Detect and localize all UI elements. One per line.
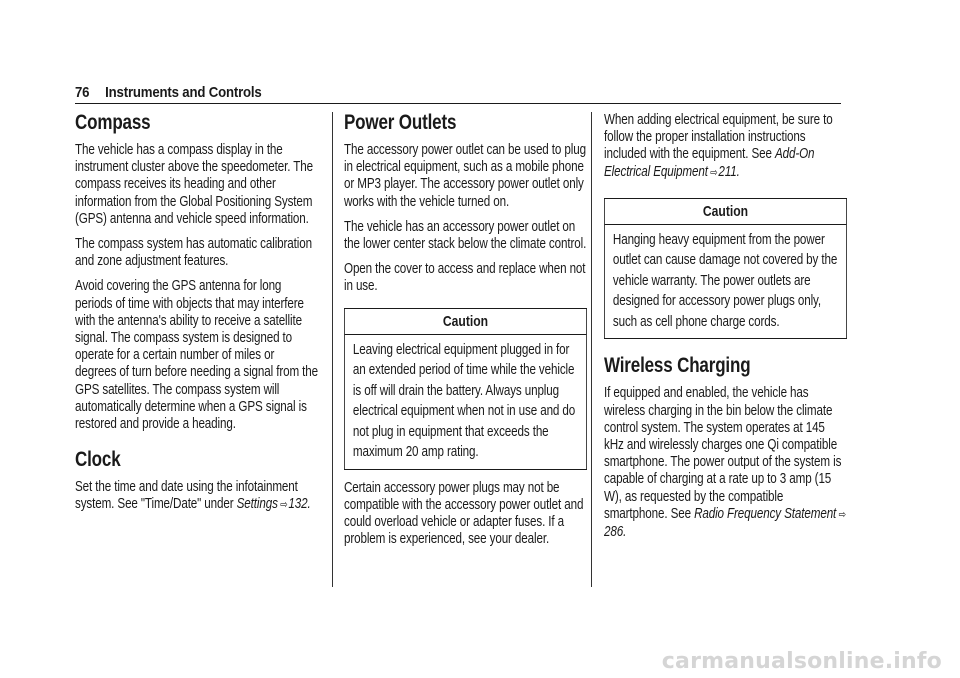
caution-box: [604, 198, 847, 340]
page-ref-arrow-icon: ⇨: [280, 499, 288, 512]
power-outlets-paragraph: Open the cover to access and replace when not in use.: [344, 261, 586, 295]
compass-paragraph: Avoid covering the GPS antenna for long periods of time with objects that may interfere with the antenna's ability to receive a satellite signal. The compass system is designed to operate for a certain number of miles or degrees of turn before needing a signal from the GPS satellites. The compass system will automatically determine when a GPS signal is restored and provide a heading.: [75, 278, 318, 433]
column-divider: [591, 112, 592, 587]
add-on-equipment-link[interactable]: Add-On Electrical Equipment: [604, 146, 815, 180]
caution-text: Hanging heavy equipment from the power outlet can cause damage not covered by the vehicle warranty. The power outlets are designed for accessory power plugs only, such as cell phone charge cords.: [612, 231, 838, 330]
power-outlets-paragraph: The accessory power outlet can be used to plug in electrical equipment, such as a mobile phone or MP3 player. The accessory power outlet only works with the vehicle turned on.: [344, 142, 586, 210]
column-divider: [332, 112, 333, 587]
column-2: [344, 110, 587, 556]
caution-title: Caution: [605, 199, 846, 225]
add-on-paragraph: [604, 112, 847, 182]
power-outlets-paragraph: The vehicle has an accessory power outlet on the lower center stack below the climate control.: [344, 218, 587, 253]
power-outlets-heading: Power Outlets: [344, 111, 457, 134]
caution-box: [344, 308, 587, 470]
add-on-text: When adding electrical equipment, be sure to follow the proper installation instructions included with the equipment. See: [604, 112, 833, 163]
page-ref-arrow-icon: ⇨: [838, 508, 846, 521]
power-outlets-paragraph: Certain accessory power plugs may not be compatible with the accessory power outlet and could overload vehicle or adapter fuses. If a problem is experienced, see your dealer.: [344, 479, 584, 548]
wireless-charging-heading: Wireless Charging: [604, 354, 751, 378]
caution-title: Caution: [345, 309, 586, 335]
page-ref[interactable]: 211.: [718, 163, 740, 180]
column-3: [604, 112, 847, 549]
watermark: carmanualsonline.info: [661, 649, 942, 674]
clock-text: Set the time and date using the infotainment system. See "Time/Date" under: [75, 479, 298, 513]
column-1: [75, 110, 318, 523]
compass-paragraph: The vehicle has a compass display in the instrument cluster above the speedometer. The compass receives its heading and other information from the Global Positioning System (GPS) antenna and vehicle speed information.: [75, 142, 313, 227]
compass-paragraph: The compass system has automatic calibration and zone adjustment features.: [75, 236, 312, 270]
page-ref[interactable]: 132.: [288, 496, 311, 513]
page-ref-arrow-icon: ⇨: [710, 166, 718, 179]
compass-heading: Compass: [75, 111, 151, 134]
header-rule: [75, 103, 841, 104]
page-number: 76: [75, 84, 90, 101]
clock-heading: Clock: [75, 448, 121, 472]
radio-frequency-link[interactable]: Radio Frequency Statement: [694, 505, 837, 522]
clock-paragraph: [75, 479, 318, 514]
page-ref[interactable]: 286.: [604, 523, 627, 540]
caution-text: Leaving electrical equipment plugged in for an extended period of time while the vehicle is off will drain the battery. Always unplug electrical equipment when not in use and do not plug in equipment that exceeds the maximum 20 amp rating.: [352, 341, 576, 461]
wireless-text: If equipped and enabled, the vehicle has wireless charging in the bin below the climate control system. The system operates at 145 kHz and wirelessly charges one Qi compatible smartphone. The power output of the system is capable of charging at a rate up to 3 amp (15 W), as requested by the compatible smartphone. See: [604, 385, 842, 522]
page-header: [75, 84, 262, 101]
wireless-paragraph: [604, 385, 847, 541]
settings-link[interactable]: Settings: [236, 496, 278, 513]
section-title: Instruments and Controls: [105, 84, 262, 101]
